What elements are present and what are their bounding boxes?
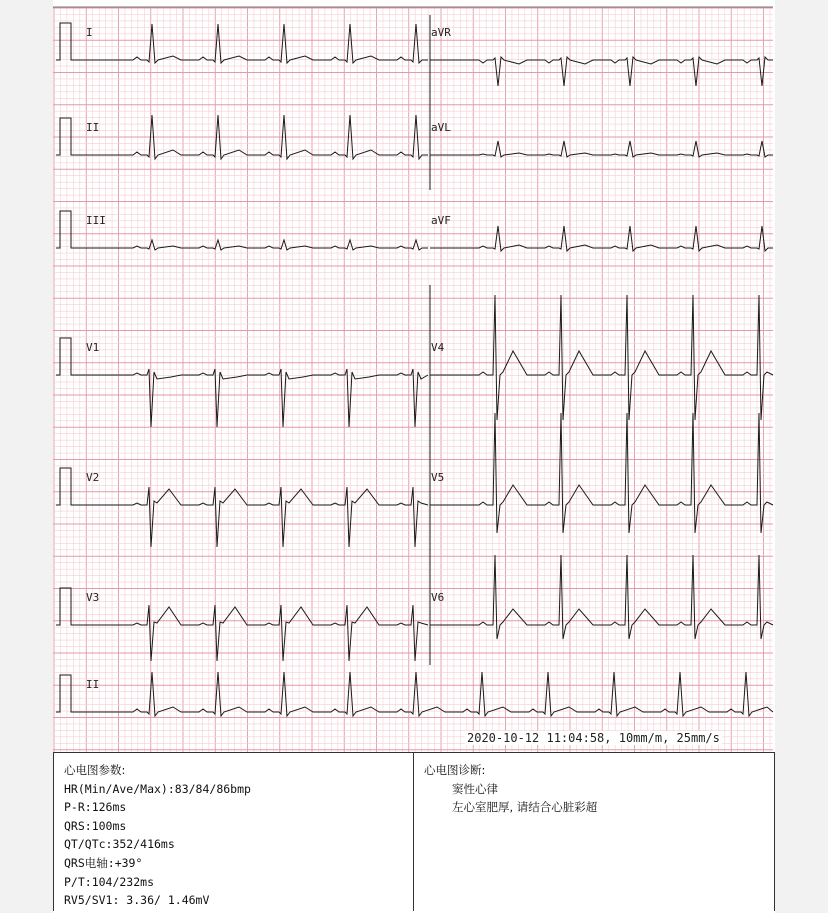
ecg-chart (53, 0, 775, 752)
ecg-trace-v6 (430, 555, 773, 639)
report-info-panel (53, 752, 775, 911)
ecg-trace-v5 (430, 413, 773, 533)
lead-label-right-4: V5 (431, 471, 445, 484)
parameter-line-qrs: QRS:100ms (64, 818, 127, 833)
diagnosis-line-rhythm: 窦性心律 (452, 781, 498, 796)
diagnosis-title: 心电图诊断: (424, 763, 486, 777)
recording-timestamp: 2020-10-12 11:04:58, 10mm/m, 25mm/s (467, 731, 720, 745)
ecg-diagnosis-panel (414, 753, 774, 911)
parameter-line-rv5sv1: RV5/SV1: 3.36/ 1.46mV (64, 893, 210, 908)
lead-label-rhythm: II (86, 678, 100, 691)
diagnosis-line-lvh: 左心室肥厚, 请结合心脏彩超 (452, 800, 598, 815)
lead-label-left-3: V1 (86, 341, 100, 354)
lead-label-left-4: V2 (86, 471, 100, 484)
ecg-parameters-panel (54, 753, 414, 911)
lead-label-left-0: I (86, 26, 93, 39)
ecg-trace-avr (430, 57, 773, 86)
lead-label-left-1: II (86, 121, 100, 134)
lead-label-right-1: aVL (431, 121, 451, 134)
ecg-lead-labels (86, 26, 451, 691)
parameter-line-pr: P-R:126ms (64, 800, 127, 815)
ecg-report-sheet (53, 0, 775, 913)
lead-label-right-0: aVR (431, 26, 451, 39)
parameter-line-qt: QT/QTc:352/416ms (64, 837, 175, 852)
lead-label-left-2: III (86, 214, 106, 227)
lead-label-right-3: V4 (431, 341, 445, 354)
parameter-line-pt: P/T:104/232ms (64, 874, 155, 889)
parameter-line-axis: QRS电轴:+39° (64, 855, 143, 870)
lead-label-right-5: V6 (431, 591, 445, 604)
lead-label-right-2: aVF (431, 214, 451, 227)
lead-label-left-5: V3 (86, 591, 100, 604)
parameter-line-hr: HR(Min/Ave/Max):83/84/86bmp (64, 781, 251, 796)
ecg-trace-avf (430, 226, 773, 251)
parameters-title: 心电图参数: (64, 763, 126, 777)
